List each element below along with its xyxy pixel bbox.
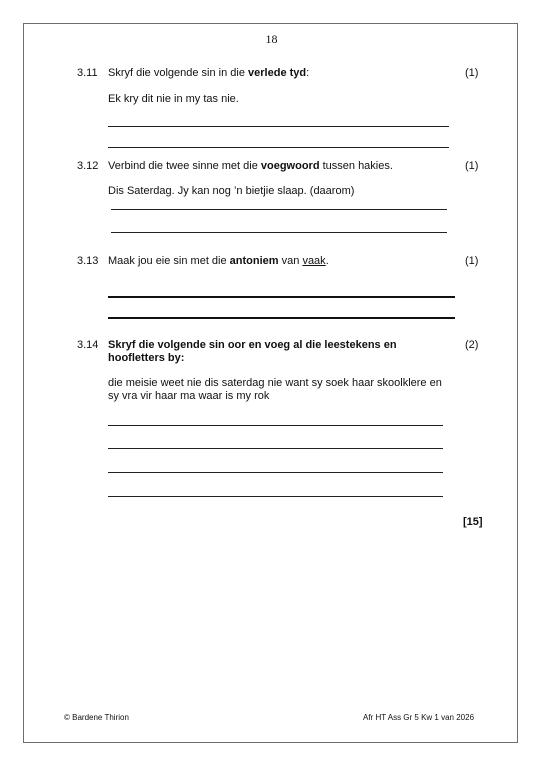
underlined-word: vaak [302,255,326,267]
answer-line[interactable] [108,496,443,497]
answer-line[interactable] [108,472,443,473]
question-marks: (2) [465,339,479,351]
answer-line[interactable] [111,232,447,233]
bold-term: voegwoord [260,160,320,172]
question-marks: (1) [465,255,479,267]
footer-copyright: © Bardene Thirion [64,713,129,722]
answer-line[interactable] [108,147,449,148]
bold-term: verlede tyd [248,67,307,79]
question-prompt: Verbind die twee sinne met die voegwoord tussen hakies. [108,160,393,172]
question-sentence: die meisie weet nie dis saterdag nie want sy soek haar skoolklere en sy vra vir haar ma waar is my rok [108,377,442,402]
answer-line[interactable] [108,296,455,298]
answer-line[interactable] [111,209,447,210]
question-prompt: Skryf die volgende sin oor en voeg al die leestekens en hoofletters by: [108,339,397,364]
question-prompt: Maak jou eie sin met die antoniem van vaak. [108,255,329,267]
bold-term: antoniem [229,255,279,267]
question-sentence: Ek kry dit nie in my tas nie. [108,93,239,105]
answer-line[interactable] [108,317,455,319]
question-number: 3.14 [77,339,99,351]
question-number: 3.12 [77,160,99,172]
question-number: 3.11 [77,67,98,79]
answer-line[interactable] [108,126,449,127]
section-total: [15] [463,516,483,528]
question-marks: (1) [465,160,479,172]
footer-document-id: Afr HT Ass Gr 5 Kw 1 van 2026 [363,713,475,722]
question-marks: (1) [465,67,479,79]
answer-line[interactable] [108,448,443,449]
question-sentence: Dis Saterdag. Jy kan nog ’n bietjie slaap. (daarom) [108,185,355,197]
answer-line[interactable] [108,425,443,426]
question-prompt: Skryf die volgende sin in die verlede tyd: [108,67,310,79]
page-number: 18 [265,32,278,46]
question-number: 3.13 [77,255,99,267]
